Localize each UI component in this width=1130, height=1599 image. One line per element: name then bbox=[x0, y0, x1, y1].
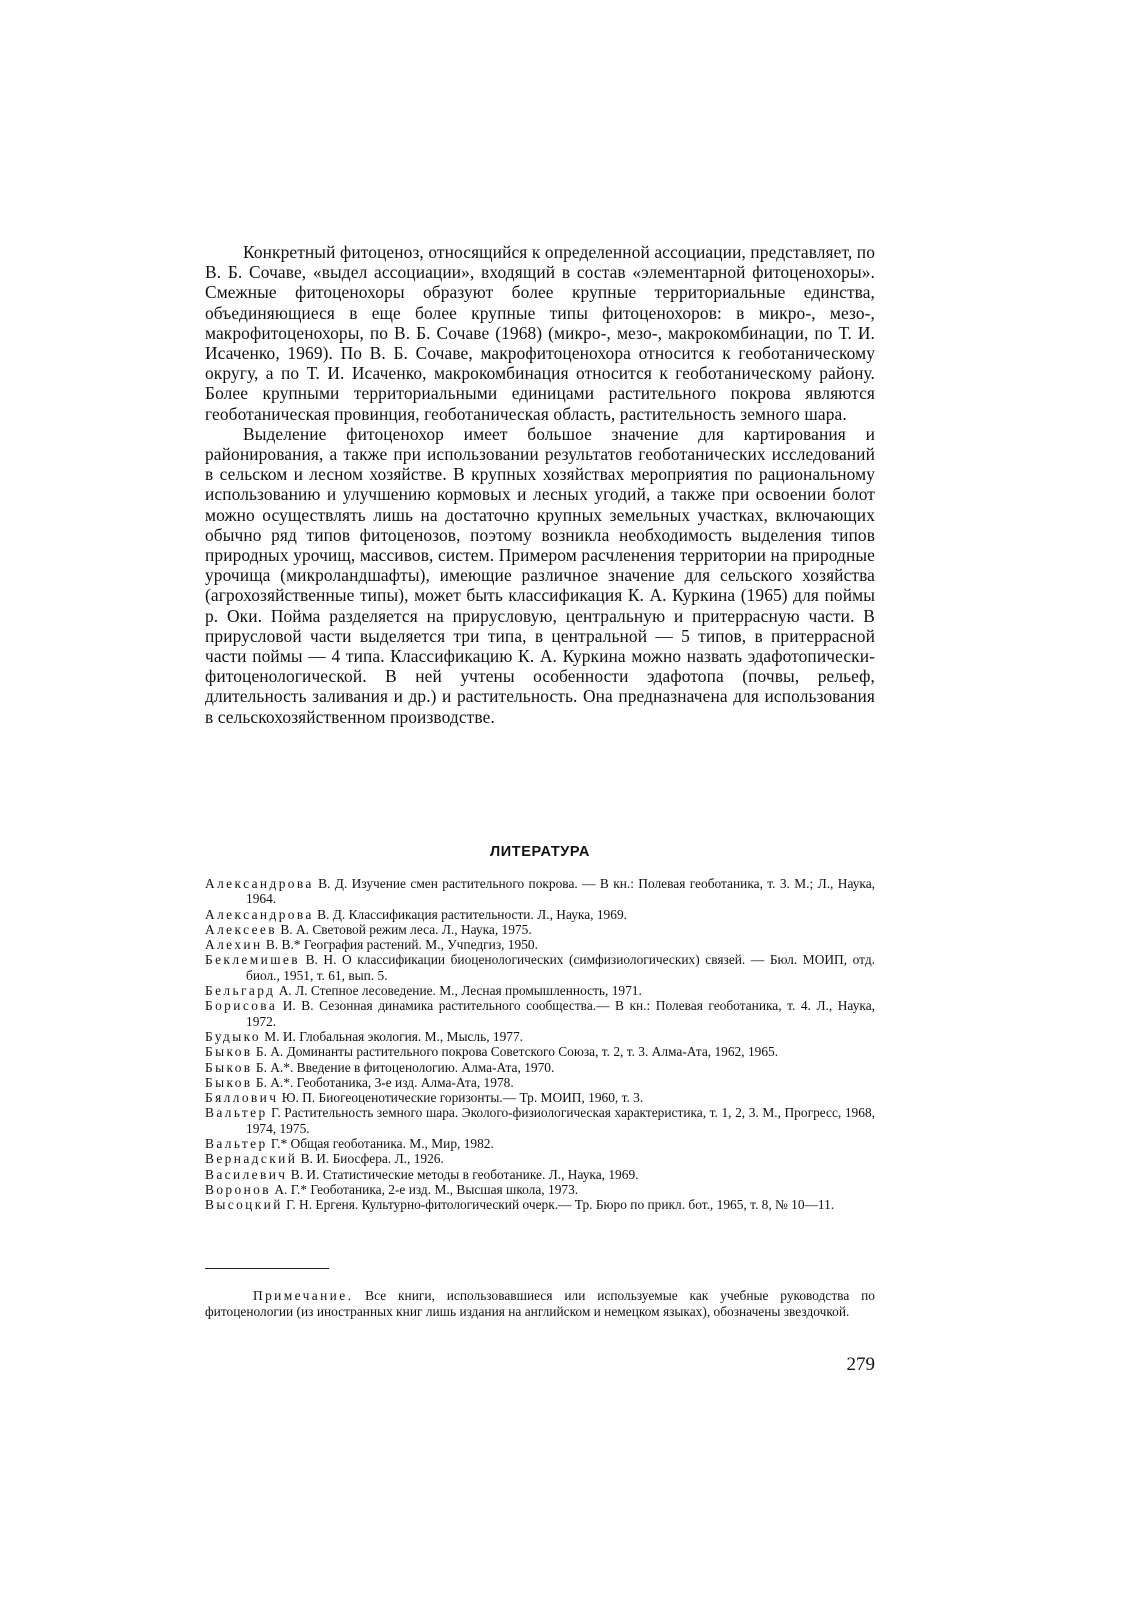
reference-entry bbox=[205, 1105, 875, 1136]
reference-entry bbox=[205, 1136, 875, 1151]
reference-entry bbox=[205, 1044, 875, 1059]
reference-author: Быков bbox=[205, 1074, 253, 1090]
reference-entry bbox=[205, 922, 875, 937]
reference-entry bbox=[205, 876, 875, 907]
reference-details: Г. Н. Ергеня. Культурно-фитологический очерк.— Тр. Бюро по прикл. бот., 1965, т. 8, № 10—11. bbox=[282, 1197, 835, 1213]
reference-author: Александрова bbox=[205, 876, 314, 891]
page-number: 279 bbox=[846, 1354, 875, 1375]
reference-author: Воронов bbox=[205, 1181, 272, 1197]
reference-entry bbox=[205, 907, 875, 922]
reference-details: Б. А.*. Введение в фитоценологию. Алма-Ата, 1970. bbox=[252, 1059, 555, 1075]
reference-list bbox=[205, 876, 875, 1213]
reference-author: Вальтер bbox=[205, 1105, 268, 1121]
reference-author: Вернадский bbox=[205, 1151, 298, 1167]
reference-details: А. Л. Степное лесоведение. М., Лесная промышленность, 1971. bbox=[275, 983, 642, 999]
reference-entry bbox=[205, 937, 875, 952]
footnote-label: Примечание. bbox=[253, 1288, 354, 1303]
reference-author: Алехин bbox=[205, 937, 263, 953]
reference-author: Беклемишев bbox=[205, 952, 300, 968]
reference-author: Александрова bbox=[205, 906, 314, 922]
body-text bbox=[205, 242, 875, 727]
reference-entry bbox=[205, 952, 875, 983]
reference-details: Б. А. Доминанты растительного покрова Советского Союза, т. 2, т. 3. Алма-Ата, 1962, 1965. bbox=[252, 1044, 779, 1060]
reference-author: Высоцкий bbox=[205, 1197, 283, 1213]
reference-details: Ю. П. Биогеоценотические горизонты.— Тр. МОИП, 1960, т. 3. bbox=[278, 1090, 644, 1106]
reference-entry bbox=[205, 983, 875, 998]
reference-entry bbox=[205, 1090, 875, 1105]
reference-author: Будыко bbox=[205, 1028, 261, 1044]
reference-details: И. В. Сезонная динамика растительного сообщества.— В кн.: Полевая геоботаника, т. 4. Л., Наука, 1972. bbox=[246, 998, 875, 1029]
reference-details: В. Д. Классификация растительности. Л., Наука, 1969. bbox=[313, 906, 627, 922]
footnote bbox=[205, 1288, 875, 1319]
reference-details: Г. Растительность земного шара. Эколого-физиологическая характеристика, т. 1, 2, 3. М., Прогресс, 1968, 1974, 1975. bbox=[246, 1105, 875, 1136]
reference-author: Быков bbox=[205, 1044, 253, 1060]
footnote-rule bbox=[205, 1268, 329, 1269]
reference-entry bbox=[205, 1060, 875, 1075]
reference-author: Бельгард bbox=[205, 983, 276, 999]
reference-author: Быков bbox=[205, 1059, 253, 1075]
reference-details: В. А. Световой режим леса. Л., Наука, 1975. bbox=[276, 921, 532, 937]
reference-entry bbox=[205, 1029, 875, 1044]
footnote-text: Все книги, использовавшиеся или используемые как учебные руководства по фитоценологии (из иностранных книг лишь издания на английском и немецком языках), обозначены звездочкой. bbox=[205, 1288, 875, 1319]
reference-details: М. И. Глобальная экология. М., Мысль, 1977. bbox=[260, 1028, 524, 1044]
reference-author: Василевич bbox=[205, 1166, 288, 1182]
reference-entry bbox=[205, 1182, 875, 1197]
paragraph: Конкретный фитоценоз, относящийся к определенной ассоциации, представляет, по В. Б. Сочаве, «выдел ассоциации», входящий в состав «элементарной фитоценохоры». Смежные фитоценохоры образуют более крупные территориальные единства, объединяющиеся в еще более крупные типы фитоценохоров: в микро-, мезо-, макрофитоценохоры, по В. Б. Сочаве (1968) (микро-, мезо-, макрокомбинации, по Т. И. Исаченко, 1969). По В. Б. Сочаве, макрофитоценохора относится к геоботаническому округу, а по Т. И. Исаченко, макрокомбинация относится к геоботаническому району. Более крупными территориальными единицами растительного покрова являются геоботаническая провинция, геоботаническая область, растительность земного шара. bbox=[205, 242, 875, 424]
reference-details: Г.* Общая геоботаника. М., Мир, 1982. bbox=[267, 1136, 494, 1152]
reference-details: В. И. Биосфера. Л., 1926. bbox=[297, 1151, 444, 1167]
reference-entry bbox=[205, 1197, 875, 1212]
reference-details: В. Н. О классификации биоценологических (симфизиологических) связей. — Бюл. МОИП, отд. биол., 1951, т. 61, вып. 5. bbox=[246, 952, 875, 983]
reference-details: В. И. Статистические методы в геоботанике. Л., Наука, 1969. bbox=[287, 1166, 639, 1182]
reference-details: В. В.* География растений. М., Учпедгиз, 1950. bbox=[262, 937, 538, 953]
reference-details: Б. А.*. Геоботаника, 3-е изд. Алма-Ата, 1978. bbox=[252, 1074, 514, 1090]
reference-entry bbox=[205, 998, 875, 1029]
paragraph: Выделение фитоценохор имеет большое значение для картирования и районирования, а также при использовании результатов геоботанических исследований в сельском и лесном хозяйстве. В крупных хозяйствах мероприятия по рациональному использованию и улучшению кормовых и лесных угодий, а также при освоении болот можно осуществлять лишь на достаточно крупных земельных участках, включающих обычно ряд типов фитоценозов, поэтому возникла необходимость выделения типов природных урочищ, массивов, систем. Примером расчленения территории на природные урочища (микроландшафты), имеющие различное значение для сельского хозяйства (агрохозяйственные типы), может быть классификация К. А. Куркина (1965) для поймы р. Оки. Пойма разделяется на прирусловую, центральную и притеррасную части. В прирусловой части выделяется три типа, в центральной — 5 типов, в притеррасной части поймы — 4 типа. Классификацию К. А. Куркина можно назвать эдафотопически-фитоценологической. В ней учтены особенности эдафотопа (почвы, рельеф, длительность заливания и др.) и растительность. Она предназначена для использования в сельскохозяйственном производстве. bbox=[205, 423, 875, 727]
reference-details: А. Г.* Геоботаника, 2-е изд. М., Высшая школа, 1973. bbox=[271, 1181, 579, 1197]
reference-author: Борисова bbox=[205, 998, 278, 1014]
reference-author: Алексеев bbox=[205, 921, 277, 937]
reference-author: Бяллович bbox=[205, 1090, 279, 1106]
reference-entry bbox=[205, 1167, 875, 1182]
reference-author: Вальтер bbox=[205, 1136, 268, 1152]
reference-details: В. Д. Изучение смен растительного покрова. — В кн.: Полевая геоботаника, т. 3. М.; Л., Наука, 1964. bbox=[246, 876, 875, 907]
literature-heading: ЛИТЕРАТУРА bbox=[489, 844, 591, 860]
reference-entry bbox=[205, 1075, 875, 1090]
reference-entry bbox=[205, 1151, 875, 1166]
